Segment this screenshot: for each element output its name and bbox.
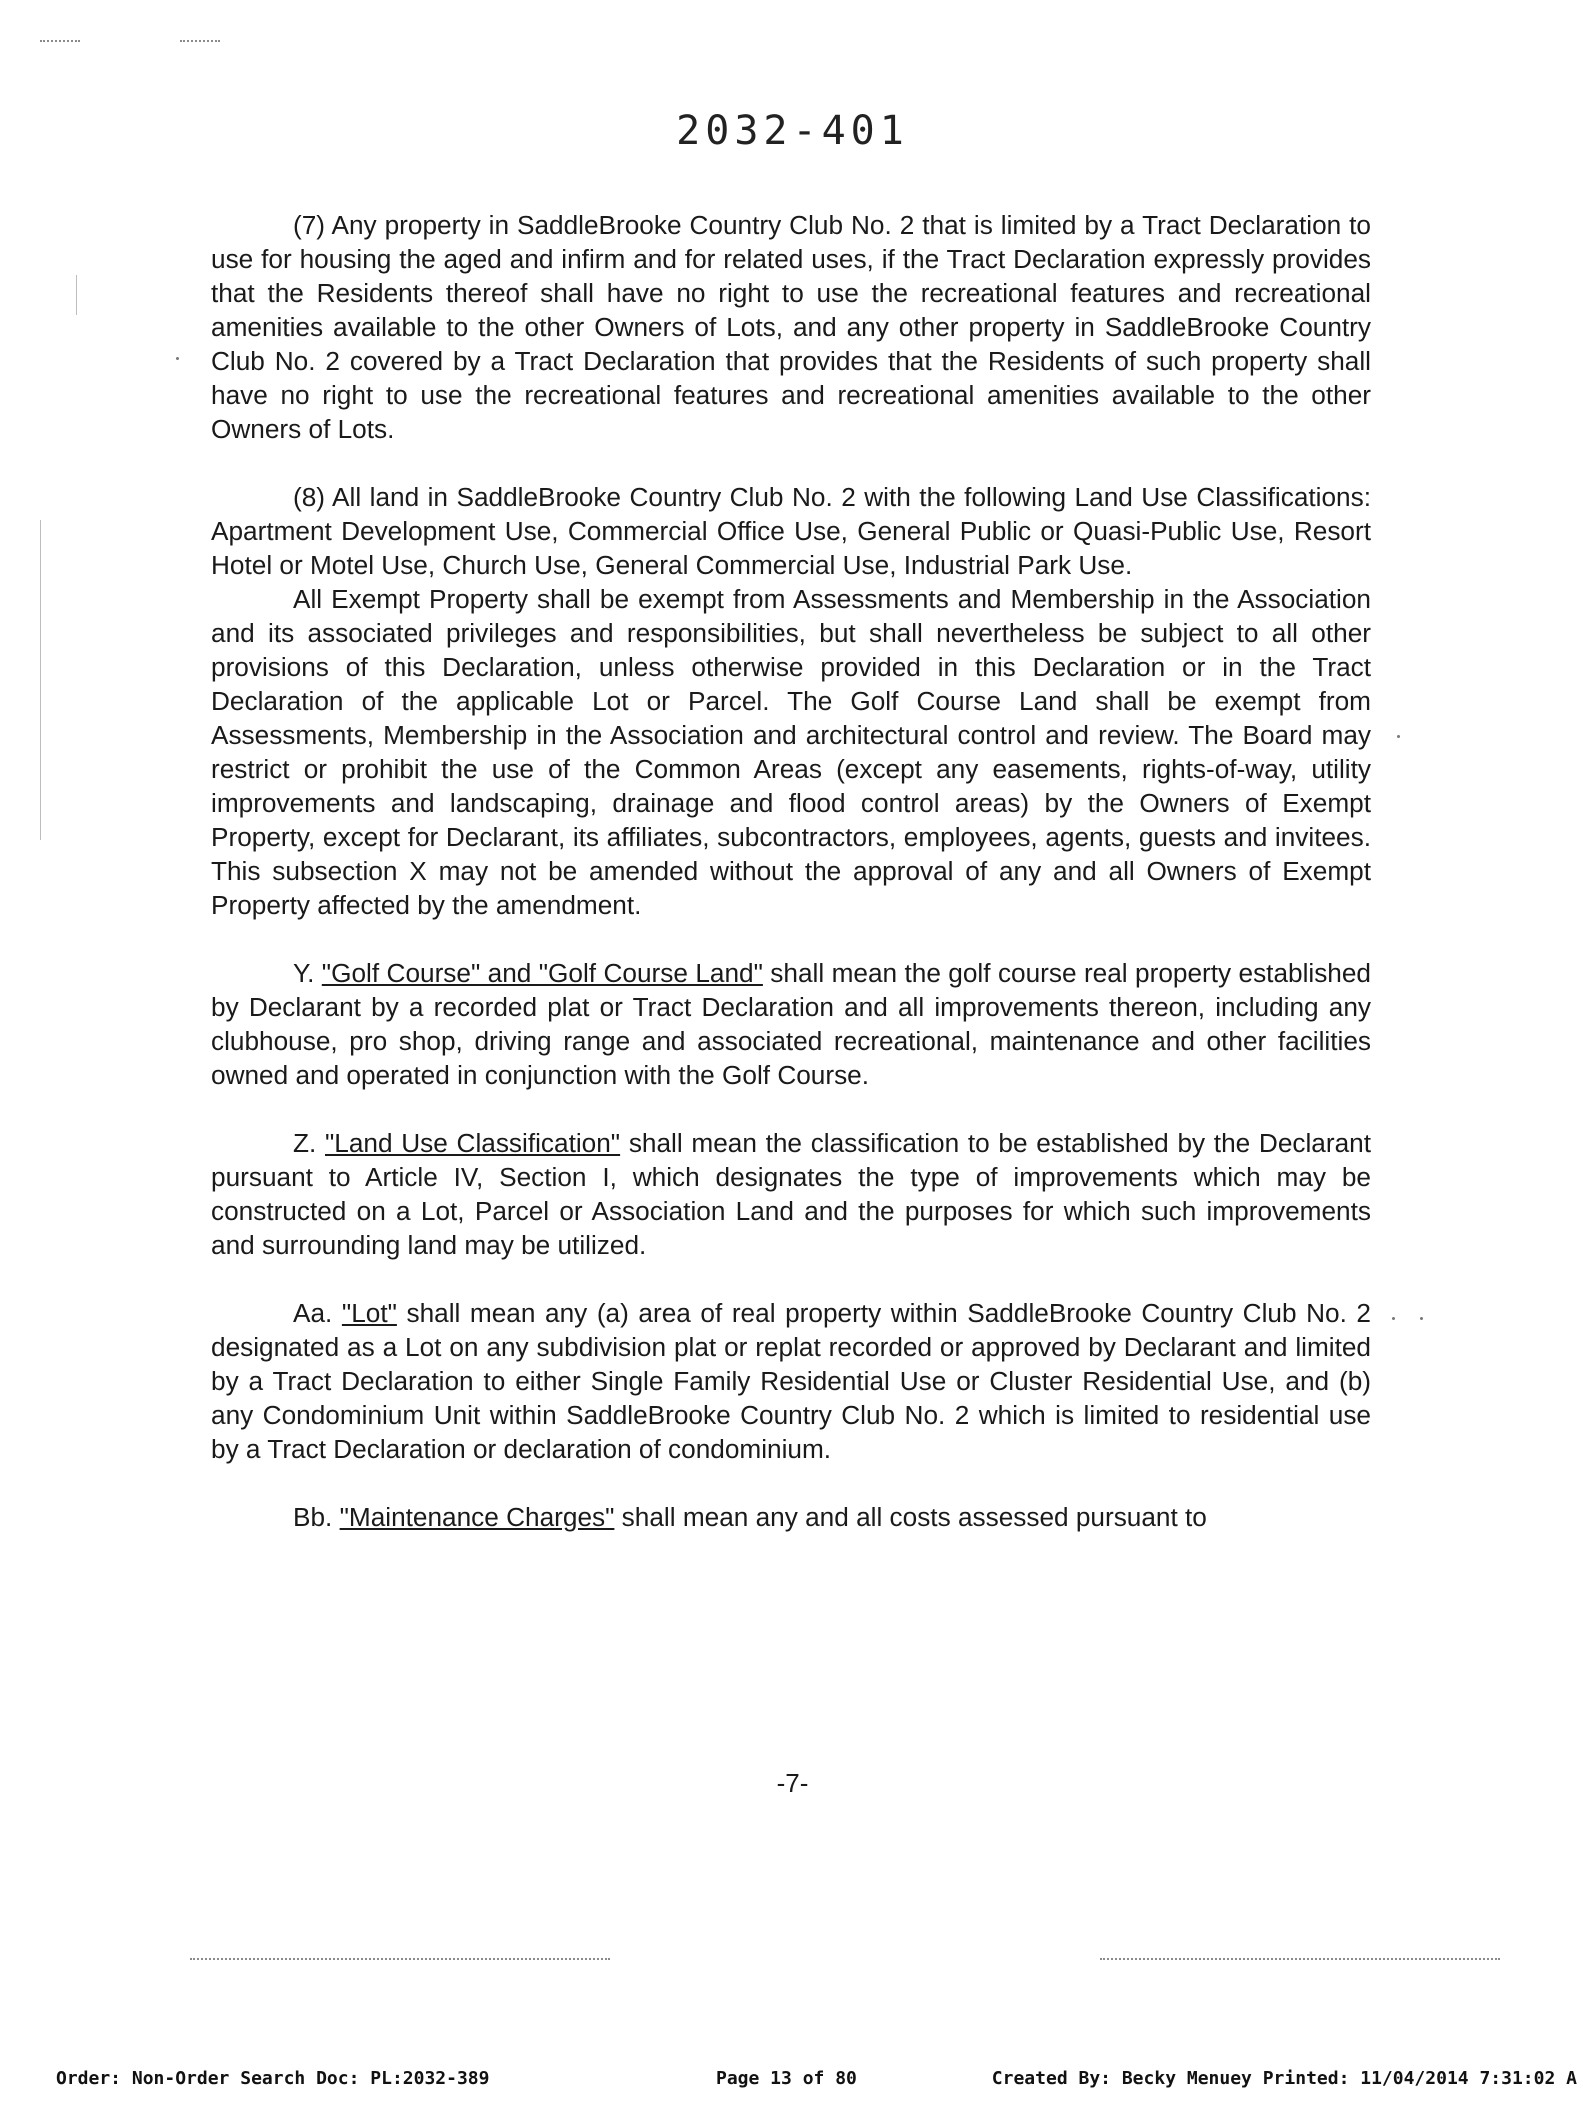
definition-label: Bb. xyxy=(293,1502,333,1532)
item-8-paragraph: (8) All land in SaddleBrooke Country Club No. 2 with the following Land Use Classifications: Apartment Development Use, Commercial Office Use, General Public or Quasi-Public Use, Resort Hotel or Motel Use, Church Use, General Commercial Use, Industrial Park Use. xyxy=(211,482,1371,580)
footer-order: Order: Non-Order Search Doc: PL:2032-389 xyxy=(56,2068,490,2089)
item-7-paragraph: (7) Any property in SaddleBrooke Country Club No. 2 that is limited by a Tract Declaration to use for housing the aged and infirm and for related uses, if the Tract Declaration expressly provides that the Residents thereof shall have no right to use the recreational features and recreational amenities available to the other Owners of Lots, and any other property in SaddleBrooke Country Club No. 2 covered by a Tract Declaration that provides that the Residents of such property shall have no right to use the recreational features and recreational amenities available to the other Owners of Lots. xyxy=(211,210,1371,444)
scan-dash xyxy=(180,40,220,44)
scan-dash xyxy=(40,40,80,44)
scan-margin-line xyxy=(40,520,41,840)
definition-text: shall mean the classification to be established by the Declarant pursuant to Article IV, Section I, which designates the type of improvements which may be constructed on a Lot, Parcel or Association Land and the purposes for which such improvements and surrounding land may be utilized. xyxy=(211,1128,1371,1260)
definition-text: shall mean the golf course real property established by Declarant by a recorded plat or Tract Declaration and all improvements thereon, including any clubhouse, pro shop, driving range and associated recreational, maintenance and other facilities owned and operated in conjunction with the Golf Course. xyxy=(211,958,1371,1090)
definition-text: shall mean any (a) area of real property within SaddleBrooke Country Club No. 2 designated as a Lot on any subdivision plat or replat recorded or approved by Declarant and limited by a Tract Declaration to either Single Family Residential Use or Cluster Residential Use, and (b) any Condominium Unit within SaddleBrooke Country Club No. 2 which is limited to residential use by a Tract Declaration or declaration of condominium. xyxy=(211,1298,1372,1464)
print-footer xyxy=(56,2068,1577,2089)
scan-speck xyxy=(1392,1317,1395,1320)
defined-term: "Maintenance Charges" xyxy=(339,1502,615,1532)
document-body xyxy=(211,208,1371,1568)
scan-speck xyxy=(1420,1317,1423,1320)
definition-aa xyxy=(211,1296,1371,1466)
scan-dash xyxy=(190,1958,610,1962)
footer-created: Created By: Becky Menuey Printed: 11/04/2014 7:31:02 A xyxy=(991,2068,1577,2089)
definition-label: Z. xyxy=(293,1128,317,1158)
definition-label: Aa. xyxy=(293,1298,333,1328)
definition-bb xyxy=(211,1500,1371,1534)
scan-speck xyxy=(176,357,179,360)
book-page-number: 2032-401 xyxy=(676,108,909,154)
defined-term: "Lot" xyxy=(341,1298,397,1328)
scan-dash xyxy=(1100,1958,1500,1962)
exempt-property-paragraph: All Exempt Property shall be exempt from Assessments and Membership in the Association and its associated privileges and responsibilities, but shall nevertheless be subject to all other provisions of this Declaration, unless otherwise provided in this Declaration or in the Tract Declaration of the applicable Lot or Parcel. The Golf Course Land shall be exempt from Assessments, Membership in the Association and architectural control and review. The Board may restrict or prohibit the use of the Common Areas (except any easements, rights-of-way, utility improvements and landscaping, drainage and flood control areas) by the Owners of Exempt Property, except for Declarant, its affiliates, subcontractors, employees, agents, guests and invitees. This subsection X may not be amended without the approval of any and all Owners of Exempt Property affected by the amendment. xyxy=(211,584,1371,920)
definition-y xyxy=(211,956,1371,1092)
definition-text: shall mean any and all costs assessed pursuant to xyxy=(614,1502,1207,1532)
scan-speck xyxy=(1397,735,1400,738)
definition-z xyxy=(211,1126,1371,1262)
footer-page: Page 13 of 80 xyxy=(716,2068,857,2089)
defined-term: "Land Use Classification" xyxy=(325,1128,621,1158)
definition-label: Y. xyxy=(293,958,315,988)
defined-term: "Golf Course" and "Golf Course Land" xyxy=(321,958,763,988)
page-number: -7- xyxy=(776,1768,809,1798)
scan-margin-line xyxy=(76,275,77,315)
